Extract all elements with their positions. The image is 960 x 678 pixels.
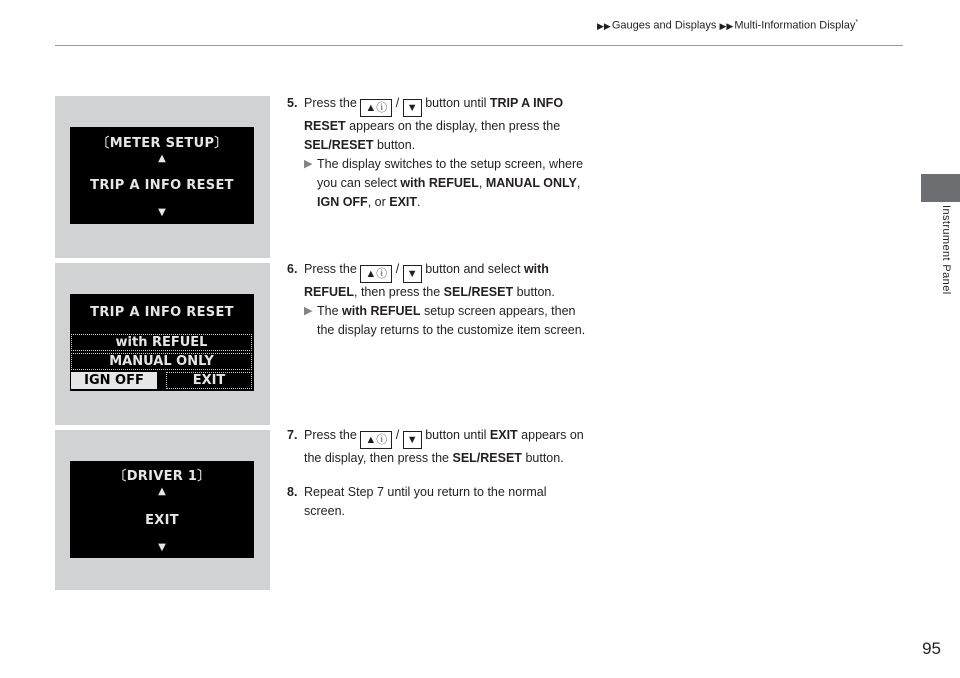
text: The <box>317 304 339 318</box>
display-screen-meter-setup <box>70 127 254 224</box>
breadcrumb-item-gauges: Gauges and Displays <box>611 19 717 32</box>
screen-title: 〔METER SETUP〕 <box>96 136 228 151</box>
display-screen-trip-reset <box>70 294 254 391</box>
term-with-refuel: with REFUEL <box>342 304 421 318</box>
term-sel-reset: SEL/RESET <box>452 451 522 465</box>
text: , <box>576 176 581 190</box>
separator: / <box>395 428 400 442</box>
text: button. <box>516 285 555 299</box>
screen-down-arrow-icon: ▼ <box>158 207 166 218</box>
up-info-button-icon: ▲ⓘ <box>360 431 392 449</box>
screen-up-arrow-icon: ▲ <box>158 486 166 497</box>
result-arrow-icon: ▶ <box>304 158 313 170</box>
step-number: 6. <box>287 262 298 276</box>
down-button-icon: ▼ <box>403 431 422 449</box>
section-tab <box>921 174 960 202</box>
option-with-refuel: with REFUEL <box>71 334 252 351</box>
screen-title: 〔DRIVER 1〕 <box>113 469 211 484</box>
term-ign-off: IGN OFF <box>317 195 368 209</box>
text: button. <box>376 138 416 152</box>
up-info-button-icon: ▲ⓘ <box>360 99 392 117</box>
result-arrow-icon: ▶ <box>304 305 313 317</box>
step-5 <box>287 94 587 212</box>
step-result <box>304 155 587 212</box>
term-sel-reset: SEL/RESET <box>443 285 514 299</box>
term-exit: EXIT <box>489 428 518 442</box>
term-sel-reset: SEL/RESET <box>304 138 374 152</box>
text: button until <box>425 428 487 442</box>
text: , <box>478 176 483 190</box>
term-with-refuel: with REFUEL <box>400 176 479 190</box>
figure-driver <box>55 430 270 590</box>
text: Press the <box>304 428 357 442</box>
text: appears on the display, then press the <box>349 119 561 133</box>
term-manual-only: MANUAL ONLY <box>485 176 577 190</box>
term-trip-a-info-reset: TRIP A INFO RESET <box>304 96 564 133</box>
text: Press the <box>304 96 357 110</box>
page-number: 95 <box>922 639 941 658</box>
text: Press the <box>304 262 357 276</box>
screen-up-arrow-icon: ▲ <box>158 153 166 164</box>
screen-down-arrow-icon: ▼ <box>158 542 166 553</box>
down-button-icon: ▼ <box>403 265 422 283</box>
option-ign-off: IGN OFF <box>71 372 157 389</box>
text: appears on the display, then press the <box>304 428 584 465</box>
breadcrumb-item-mid: Multi-Information Display <box>734 19 856 32</box>
header-divider <box>55 45 903 46</box>
step-number: 7. <box>287 428 298 442</box>
screen-title: TRIP A INFO RESET <box>90 305 234 320</box>
step-6 <box>287 260 587 340</box>
text: . <box>417 195 421 209</box>
figure-trip-reset <box>55 263 270 425</box>
step-7 <box>287 426 587 468</box>
option-exit: EXIT <box>166 372 252 389</box>
text: , then press the <box>354 285 441 299</box>
term-with-refuel: with REFUEL <box>304 262 549 299</box>
step-number: 8. <box>287 485 298 499</box>
text: button until <box>425 96 487 110</box>
separator: / <box>395 262 400 276</box>
text: , or <box>367 195 386 209</box>
text: Repeat Step 7 until you return to the normal screen. <box>304 485 547 518</box>
option-asterisk: * <box>855 19 859 26</box>
up-info-button-icon: ▲ⓘ <box>360 265 392 283</box>
text: button and select <box>425 262 521 276</box>
breadcrumb-triangle-icon: ▶▶ <box>719 20 734 31</box>
screen-item: TRIP A INFO RESET <box>90 178 234 193</box>
display-screen-driver <box>70 461 254 558</box>
step-8 <box>287 483 587 521</box>
breadcrumb-triangle-icon: ▶▶ <box>597 20 611 31</box>
down-button-icon: ▼ <box>403 99 422 117</box>
separator: / <box>395 96 400 110</box>
figure-meter-setup <box>55 96 270 258</box>
step-number: 5. <box>287 96 298 110</box>
term-exit: EXIT <box>389 195 418 209</box>
text: button. <box>525 451 564 465</box>
screen-item: EXIT <box>145 513 179 528</box>
option-manual-only: MANUAL ONLY <box>71 353 252 370</box>
step-result <box>304 302 587 340</box>
breadcrumb <box>597 19 858 32</box>
text: setup screen appears, then the display returns to the customize item screen. <box>317 304 586 337</box>
section-label: Instrument Panel <box>940 205 952 295</box>
text: The display switches to the setup screen, where you can select <box>317 157 584 190</box>
